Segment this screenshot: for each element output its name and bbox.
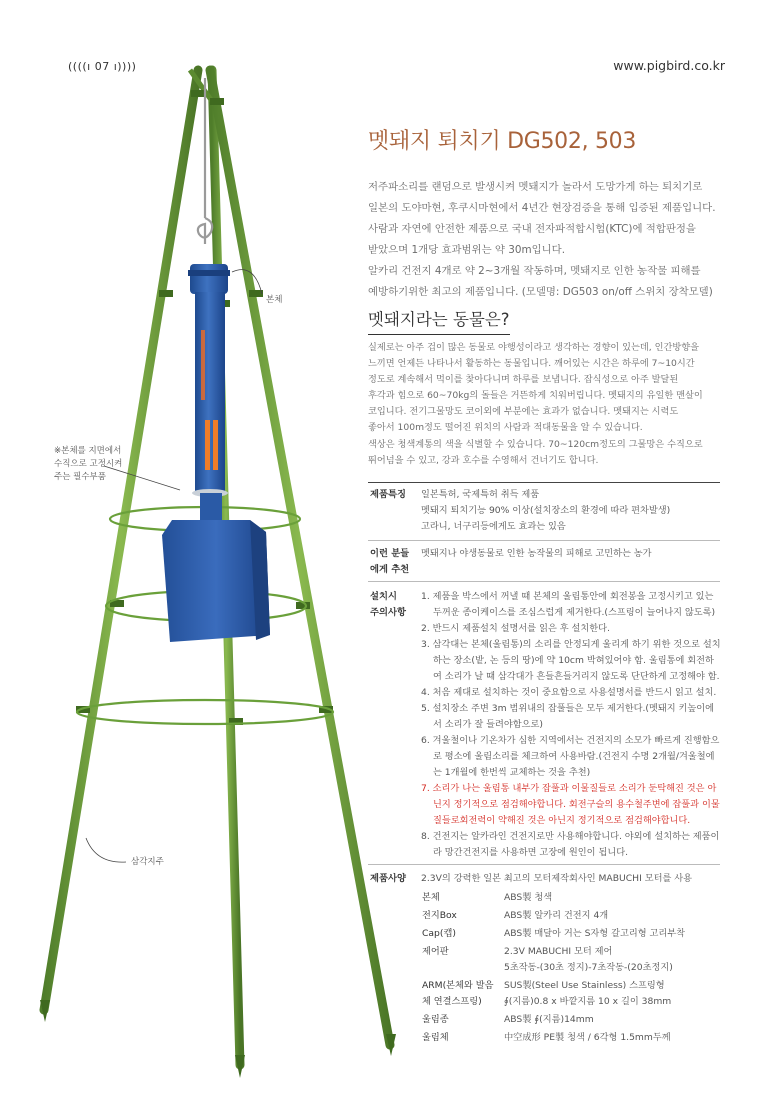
description-line: 후각과 힘으로 60~70kg의 돌들은 거뜬하게 치워버립니다. 멧돼지의 유일한 맨살이 — [368, 390, 703, 402]
install-label-line: 주의사항 — [370, 607, 406, 618]
annotation-body: 본체 — [266, 295, 283, 305]
description-line: 코입니다. 전기그물망도 코이외에 부분에는 효과가 없습니다. 멧돼지는 시력도 — [368, 406, 679, 418]
annotation-note-line: 주는 필수부품 — [54, 472, 106, 482]
intro-line: 저주파소리를 랜덤으로 발생시켜 멧돼지가 놀라서 도망가게 하는 퇴치기로 — [368, 181, 703, 193]
spec-value-line: SUS製(Steel Use Stainless) 스프링형 — [504, 980, 665, 991]
install-item: 2. 반드시 제품설치 설명서를 읽은 후 설치한다. — [421, 623, 610, 634]
install-item-warning: 7. 소리가 나는 울림통 내부가 잡풀과 이물질들로 소리가 둔탁해진 것은 아닌지 정기적으로 점검해야합니다. 회전구슬의 용수철주변에 잡풀과 이물질들로회전력이 약해진 것은 아닌지 정기적으로 점검해야합니다. — [421, 783, 720, 826]
spec-key: Cap(캡) — [422, 928, 456, 939]
spec-row — [421, 1029, 721, 1047]
page-title: 멧돼지 퇴치기 DG502, 503 — [368, 129, 637, 154]
features-line: 일본특허, 국제특허 취득 제품 — [421, 489, 540, 500]
spec-value: ABS製 ∮(지름)14mm — [504, 1014, 594, 1025]
table-rule — [368, 581, 720, 582]
description-line: 색상은 청색계통의 색을 식별할 수 있습니다. 70~120cm정도의 그물망은 수직으로 — [368, 438, 703, 450]
description-line: 좋아서 100m정도 떨어진 위치의 사람과 적대동물을 알 수 있습니다. — [368, 422, 643, 434]
table-rule — [368, 540, 720, 541]
spec-key: 본체 — [422, 892, 440, 903]
install-item: 3. 삼각대는 본체(울림통)의 소리를 안정되게 울리게 하기 위한 것으로 설치하는 장소(밭, 논 등의 땅)에 약 10cm 박혀있어야 함. 울림통에 회전하여 소리가 날 때 삼각대가 흔들흔들거리지 않도록 단단하게 고정해야 함. — [421, 639, 721, 682]
table-rule — [368, 864, 720, 865]
intro-line: 알카리 건전지 4개로 약 2~3개월 작동하며, 멧돼지로 인한 농작물 피해를 — [368, 265, 701, 277]
spec-value-line: ∮(지름)0.8 x 바깥지름 10 x 길이 38mm — [504, 996, 672, 1007]
intro-line: 예방하기위한 최고의 제품입니다. (모델명: DG503 on/off 스위치 장착모델) — [368, 286, 713, 298]
table-rule — [368, 482, 720, 483]
description-line: 느끼면 언제든 나타나서 활동하는 동물입니다. 깨어있는 시간은 하루에 7~10시간 — [368, 358, 695, 370]
recommend-label-line: 에게 추천 — [370, 564, 410, 575]
site-url[interactable]: www.pigbird.co.kr — [613, 58, 725, 73]
intro-paragraph — [368, 177, 728, 303]
spec-value: ABS製 알카리 건전지 4개 — [504, 910, 609, 921]
spec-row — [421, 1011, 721, 1029]
intro-line: 일본의 도야마현, 후쿠시마현에서 4년간 현장검증을 통해 입증된 제품입니다. — [368, 202, 716, 214]
spec-row — [421, 907, 721, 925]
recommend-label-line: 이런 분들 — [370, 548, 410, 559]
recommend-label — [370, 546, 409, 578]
install-item: 5. 설치장소 주변 3m 범위내의 잡풀들은 모두 제거한다.(멧돼지 키높이에서 소리가 잘 들려야함으로) — [421, 703, 715, 730]
specs-label: 제품사양 — [370, 873, 406, 884]
features-text — [421, 487, 721, 535]
recommend-text: 멧돼지나 야생동물로 인한 농작물의 피해로 고민하는 농가 — [421, 548, 652, 559]
annotation-tripod: 삼각지주 — [131, 857, 164, 867]
spec-value-line: 2.3V MABUCHI 모터 제어 — [504, 946, 613, 957]
spec-value: 中空成形 PE製 청색 / 6각형 1.5mm두께 — [504, 1032, 671, 1043]
spec-row — [421, 925, 721, 943]
install-item: 4. 처음 제대로 설치하는 것이 중요함으로 사용설명서를 반드시 읽고 설치. — [421, 687, 717, 698]
spec-key: ARM(본체와 발음체 연결스프링) — [422, 980, 494, 1007]
features-line: 멧돼지 퇴치기능 90% 이상(설치장소의 환경에 따라 편차발생) — [421, 505, 671, 516]
install-item: 6. 겨울철이나 기온차가 심한 지역에서는 건전지의 소모가 빠르게 진행함으로 평소에 울림소리를 체크하여 사용바람.(건전지 수명 2개월/겨울철에는 1개월에 한번씩 교체하는 것을 추천) — [421, 735, 720, 778]
features-line: 고라니, 너구리등에게도 효과는 있음 — [421, 521, 566, 532]
intro-line: 받았으며 1개당 효과범위는 약 30m입니다. — [368, 244, 566, 256]
spec-value: ABS製 청색 — [504, 892, 553, 903]
page-number: ((((ı 07 ı)))) — [68, 60, 137, 73]
specs-table — [421, 889, 721, 1047]
install-item: 8. 건전지는 알카라인 건전지로만 사용해야합니다. 야외에 설치하는 제품이라 망간건전지를 사용하면 고장에 원인이 됩니다. — [421, 831, 720, 858]
spec-row — [421, 977, 721, 1011]
description-line: 뛰어넘을 수 있고, 강과 호수를 수영해서 건너기도 합니다. — [368, 454, 599, 466]
spec-key: 제어판 — [422, 946, 449, 957]
spec-row — [421, 889, 721, 907]
features-label: 제품특징 — [370, 489, 406, 500]
install-label — [370, 589, 406, 621]
description-line: 실제로는 아주 겁이 많은 동물로 야행성이라고 생각하는 경향이 있는데, 인간방향을 — [368, 342, 699, 353]
spec-key: 울림체 — [422, 1032, 449, 1043]
annotation-note-line: 수직으로 고정시켜 — [54, 459, 123, 469]
install-list — [421, 589, 721, 861]
install-notes — [421, 589, 721, 861]
install-label-line: 설치시 — [370, 591, 397, 602]
spec-row — [421, 943, 721, 977]
spec-value — [503, 943, 721, 977]
intro-line: 사람과 자연에 안전한 제품으로 국내 전자파적합시험(KTC)에 적합판정을 — [368, 223, 696, 235]
spec-value: ABS製 매달아 거는 S자형 갈고리형 고리부착 — [504, 928, 686, 939]
specs-headline: 2.3V의 강력한 일본 최고의 모터제작회사인 MABUCHI 모터를 사용 — [421, 873, 692, 884]
spec-value-line: 5초작동-(30초 정지)-7초작동-(20초정지) — [504, 962, 673, 973]
spec-key: 전지Box — [422, 910, 457, 921]
install-item: 1. 제품을 박스에서 꺼낼 때 본체의 울림통안에 회전봉을 고정시키고 있는 두꺼운 종이케이스를 조심스럽게 제거한다.(스프링이 늘어나지 않도록) — [421, 591, 716, 618]
annotation-note — [54, 445, 122, 484]
spec-key: 울림종 — [422, 1014, 449, 1025]
description-line: 정도로 계속해서 먹이를 찾아다니며 하루를 보냅니다. 잡식성으로 아주 발달된 — [368, 374, 679, 386]
annotation-note-line: ※본체를 지면에서 — [54, 446, 122, 456]
section-heading: 멧돼지라는 동물은? — [368, 306, 510, 335]
specs-grid — [421, 889, 721, 1047]
animal-description — [368, 340, 720, 469]
spec-value — [503, 977, 721, 1011]
